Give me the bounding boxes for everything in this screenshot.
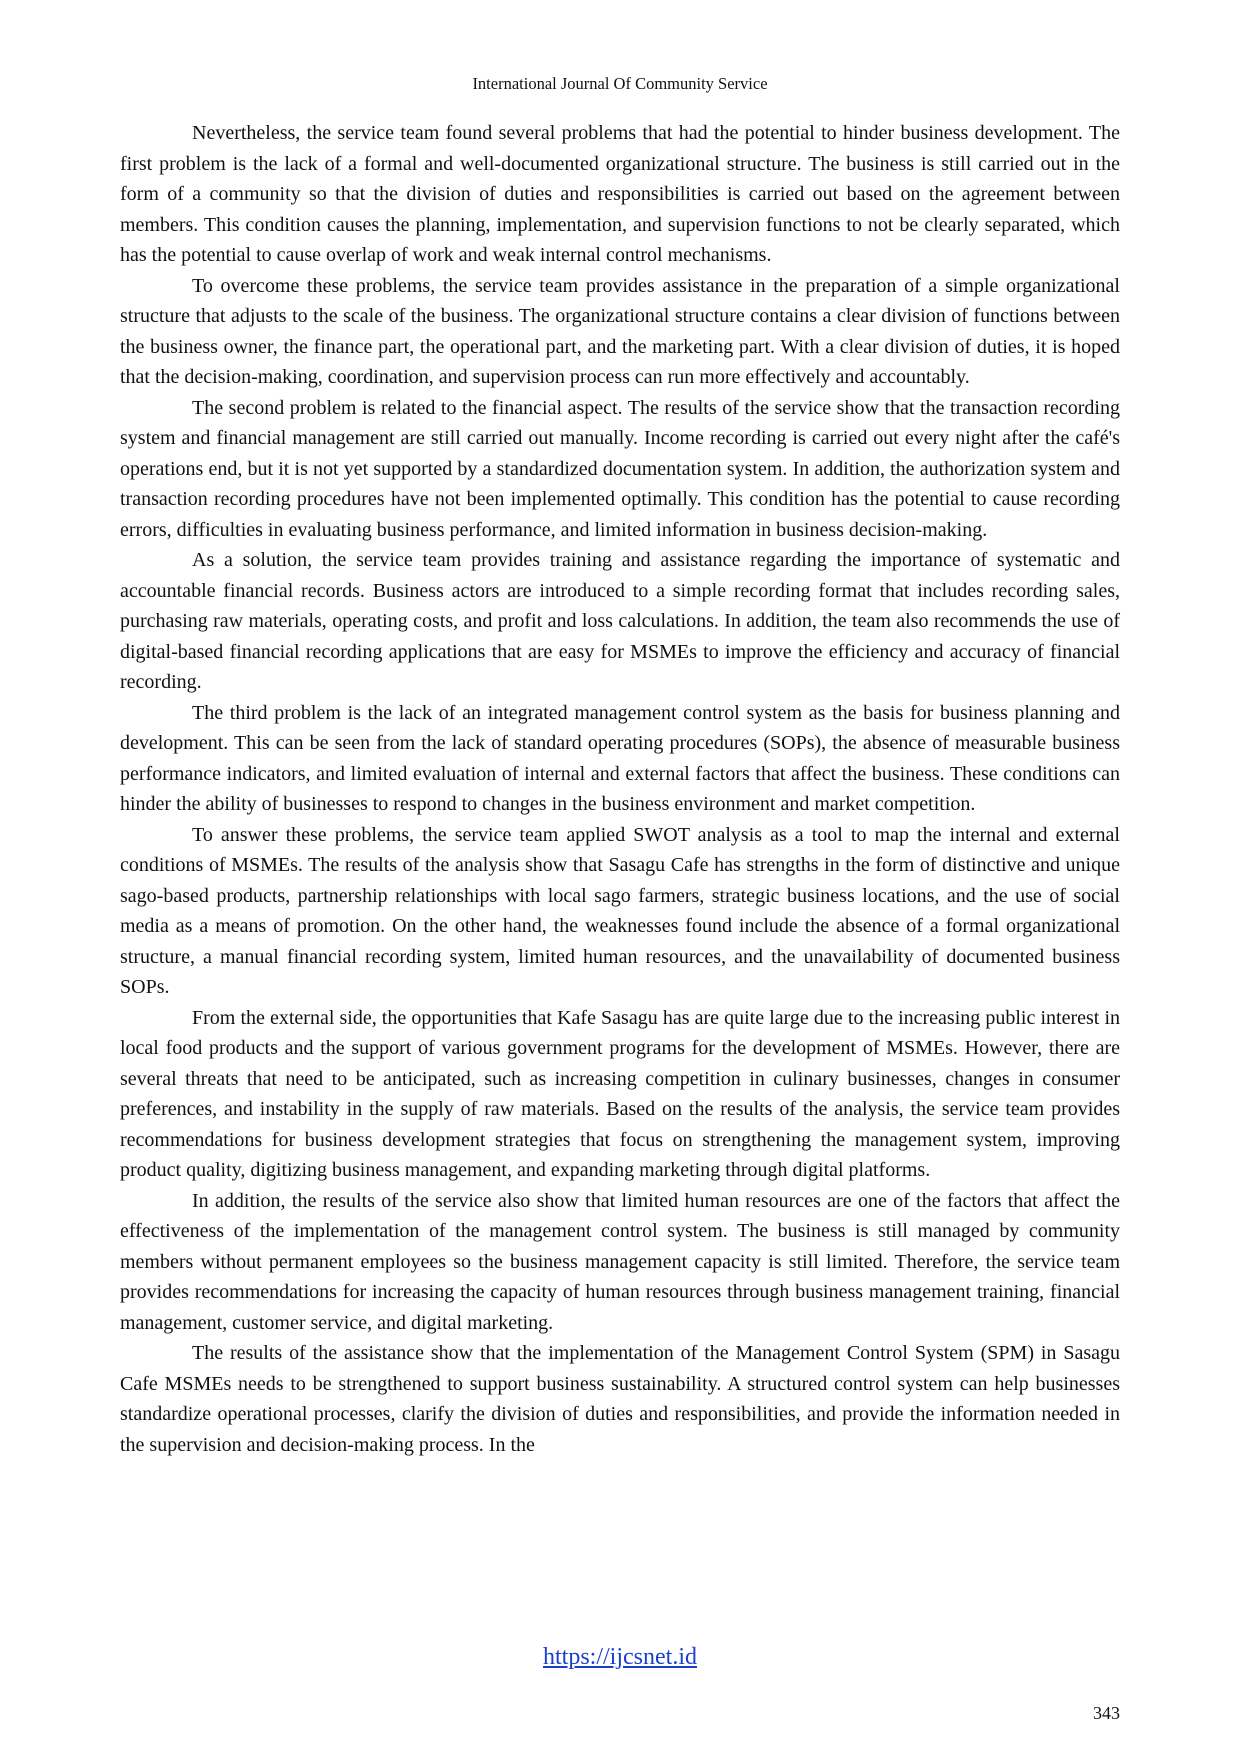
paragraph: From the external side, the opportunities that Kafe Sasagu has are quite large due to the increasing public interest in local food products and the support of various government programs for the development of MSMEs. However, there are several threats that need to be anticipated, such as increasing competition in culinary businesses, changes in consumer preferences, and instability in the supply of raw materials. Based on the results of the analysis, the service team provides recommendations for business development strategies that focus on strengthening the management system, improving product quality, digitizing business management, and expanding marketing through digital platforms. xyxy=(120,1006,1120,1181)
paragraph: The results of the assistance show that the implementation of the Management Control System (SPM) in Sasagu Cafe MSMEs needs to be strengthened to support business sustainability. A structured control system can help businesses standardize operational processes, clarify the division of duties and responsibilities, and provide the information needed in the supervision and decision-making process. In the xyxy=(120,1342,1120,1456)
paragraph: As a solution, the service team provides training and assistance regarding the importance of systematic and accountable financial records. Business actors are introduced to a simple recording format that includes recording sales, purchasing raw materials, operating costs, and profit and loss calculations. In addition, the team also recommends the use of digital-based financial recording applications that are easy for MSMEs to improve the efficiency and accuracy of financial recording. xyxy=(120,549,1120,693)
paragraph: To answer these problems, the service team applied SWOT analysis as a tool to map the internal and external conditions of MSMEs. The results of the analysis show that Sasagu Cafe has strengths in the form of distinctive and unique sago-based products, partnership relationships with local sago farmers, strategic business locations, and the use of social media as a means of promotion. On the other hand, the weaknesses found include the absence of a formal organizational structure, a manual financial recording system, limited human resources, and the unavailability of documented business SOPs. xyxy=(120,823,1120,998)
paragraph: Nevertheless, the service team found several problems that had the potential to hinder business development. The first problem is the lack of a formal and well-documented organizational structure. The business is still carried out in the form of a community so that the division of duties and responsibilities is carried out based on the agreement between members. This condition causes the planning, implementation, and supervision functions to not be clearly separated, which has the potential to cause overlap of work and weak internal control mechanisms. xyxy=(120,122,1120,266)
paragraph: In addition, the results of the service also show that limited human resources are one of the factors that affect the effectiveness of the implementation of the management control system. The business is still managed by community members without permanent employees so the business management capacity is still limited. Therefore, the service team provides recommendations for increasing the capacity of human resources through business management training, financial management, customer service, and digital marketing. xyxy=(120,1189,1120,1334)
running-head: International Journal Of Community Service xyxy=(472,74,768,93)
paragraph: The third problem is the lack of an integrated management control system as the basis for business planning and development. This can be seen from the lack of standard operating procedures (SOPs), the absence of measurable business performance indicators, and limited evaluation of internal and external factors that affect the business. These conditions can hinder the ability of businesses to respond to changes in the business environment and market competition. xyxy=(120,701,1120,815)
paragraph: To overcome these problems, the service team provides assistance in the preparation of a simple organizational structure that adjusts to the scale of the business. The organizational structure contains a clear division of functions between the business owner, the finance part, the operational part, and the marketing part. With a clear division of duties, it is hoped that the decision-making, coordination, and supervision process can run more effectively and accountably. xyxy=(120,274,1120,388)
page-number: 343 xyxy=(1093,1703,1120,1723)
body-text xyxy=(120,118,1120,1460)
paragraph: The second problem is related to the financial aspect. The results of the service show that the transaction recording system and financial management are still carried out manually. Income recording is carried out every night after the café's operations end, but it is not yet supported by a standardized documentation system. In addition, the authorization system and transaction recording procedures have not been implemented optimally. This condition has the potential to cause recording errors, difficulties in evaluating business performance, and limited information in business decision-making. xyxy=(120,396,1120,541)
journal-website-link[interactable]: https://ijcsnet.id xyxy=(543,1644,697,1670)
